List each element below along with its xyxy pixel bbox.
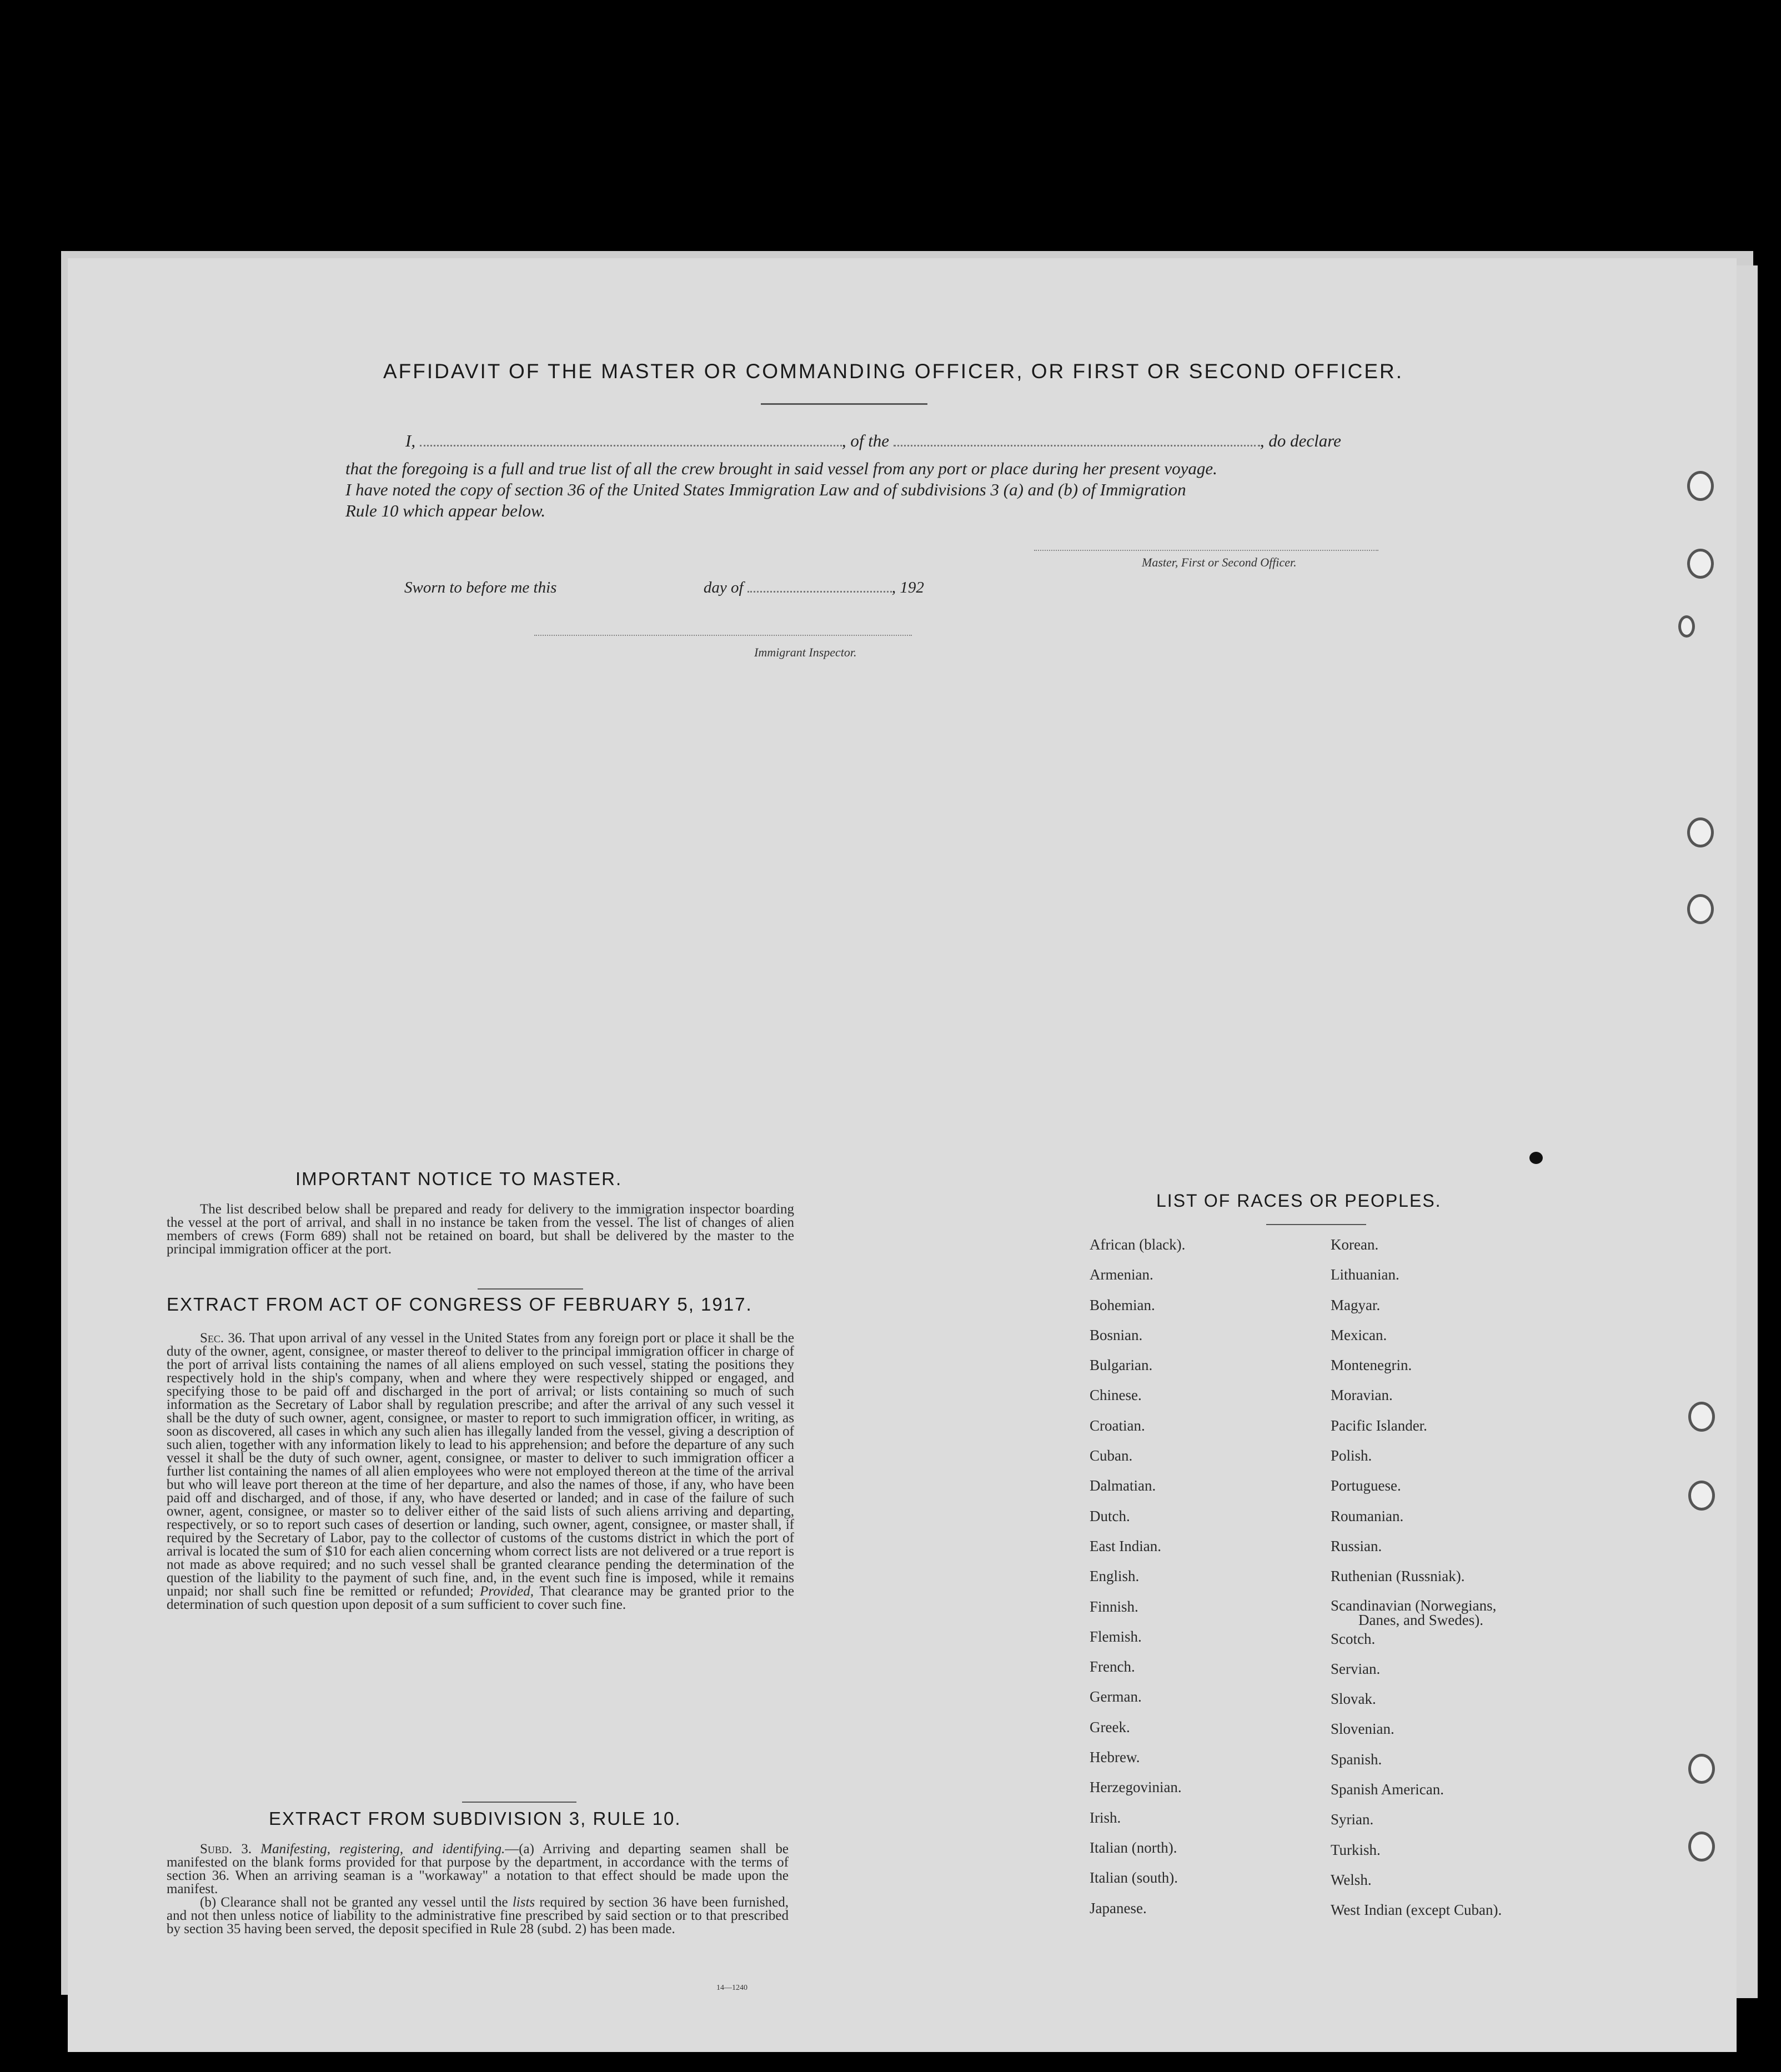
- year-label: , 192: [891, 579, 924, 596]
- race-item: Russian.: [1331, 1537, 1382, 1554]
- master-signature-line[interactable]: [1034, 550, 1378, 551]
- race-item: East Indian.: [1090, 1537, 1161, 1554]
- race-item: Polish.: [1331, 1447, 1372, 1464]
- punch-hole-icon: [1688, 1402, 1715, 1432]
- race-item: Portuguese.: [1331, 1477, 1401, 1494]
- punch-hole-icon: [1688, 1481, 1715, 1511]
- race-item: Pacific Islander.: [1331, 1417, 1427, 1434]
- vessel-blank[interactable]: [894, 442, 1260, 446]
- race-item: Lithuanian.: [1331, 1266, 1399, 1283]
- race-item: Irish.: [1090, 1809, 1121, 1826]
- race-item: Syrian.: [1331, 1811, 1374, 1828]
- race-item: Armenian.: [1090, 1266, 1153, 1283]
- race-item: Cuban.: [1090, 1447, 1133, 1464]
- race-item: Hebrew.: [1090, 1749, 1140, 1766]
- punch-hole-icon: [1687, 817, 1714, 847]
- divider: [761, 403, 927, 405]
- divider: [462, 1802, 576, 1803]
- race-item: Roumanian.: [1331, 1507, 1404, 1524]
- punch-hole-icon: [1687, 894, 1714, 924]
- race-item: Mexican.: [1331, 1326, 1387, 1343]
- race-item: Scotch.: [1331, 1630, 1376, 1647]
- of-the-label: , of the: [841, 431, 890, 450]
- race-item: Welsh.: [1331, 1871, 1372, 1888]
- race-item: Korean.: [1331, 1236, 1379, 1253]
- race-item: Bulgarian.: [1090, 1357, 1153, 1374]
- ink-spot: [1529, 1152, 1543, 1164]
- affidavit-line-2: that the foregoing is a full and true list of all the crew brought in said vessel from any port or place during her present voyage.: [345, 459, 1217, 478]
- race-item: English.: [1090, 1568, 1140, 1585]
- race-item: Dutch.: [1090, 1507, 1130, 1524]
- race-item: Bosnian.: [1090, 1326, 1143, 1343]
- sworn-label: Sworn to before me this: [404, 579, 557, 596]
- races-left-column: [1090, 1236, 1185, 1930]
- notice-title: IMPORTANT NOTICE TO MASTER.: [295, 1168, 623, 1189]
- punch-hole-icon: [1688, 1832, 1715, 1862]
- race-item-multiline: Scandinavian (Norwegians, Danes, and Swedes).: [1331, 1597, 1497, 1628]
- name-blank[interactable]: [420, 442, 842, 446]
- race-item: Spanish.: [1331, 1750, 1382, 1768]
- affidavit-line-1: [405, 431, 1341, 451]
- notice-text: The list described below shall be prepared and ready for delivery to the immigration inspector boarding the vessel at the port of arrival, and shall in no instance be taken from the vessel. The list of changes of alien members of crews (Form 689) shall not be retained on board, but shall be delivered by the master to the principal immigration officer at the port.: [167, 1202, 794, 1257]
- race-item: Servian.: [1331, 1660, 1381, 1677]
- race-item: German.: [1090, 1688, 1142, 1705]
- race-item: Magyar.: [1331, 1296, 1381, 1313]
- extract-rule-title: EXTRACT FROM SUBDIVISION 3, RULE 10.: [269, 1808, 681, 1829]
- divider: [1266, 1224, 1366, 1225]
- races-title: LIST OF RACES OR PEOPLES.: [1156, 1191, 1442, 1211]
- sec-label: Sec. 36.: [200, 1331, 245, 1346]
- i-label: I,: [405, 431, 416, 450]
- race-item: Greek.: [1090, 1718, 1130, 1735]
- punch-hole-icon: [1687, 549, 1714, 579]
- affidavit-line-4: Rule 10 which appear below.: [345, 501, 546, 520]
- race-item: Italian (south).: [1090, 1869, 1178, 1887]
- affidavit-line-3: I have noted the copy of section 36 of the United States Immigration Law and of subdivisions 3 (a) and (b) of Immigration: [345, 480, 1186, 499]
- race-item: Chinese.: [1090, 1387, 1142, 1404]
- race-item: Flemish.: [1090, 1628, 1142, 1645]
- inspector-signature-label: Immigrant Inspector.: [754, 645, 857, 659]
- month-blank[interactable]: [747, 588, 892, 593]
- day-blank[interactable]: [561, 588, 700, 593]
- master-signature-label: Master, First or Second Officer.: [1142, 555, 1297, 569]
- race-item: Spanish American.: [1331, 1781, 1444, 1798]
- race-item: French.: [1090, 1658, 1135, 1675]
- race-item: Croatian.: [1090, 1417, 1145, 1434]
- race-item: Bohemian.: [1090, 1296, 1155, 1313]
- race-item: Slovak.: [1331, 1690, 1376, 1708]
- punch-hole-icon: [1687, 471, 1714, 501]
- race-item: Finnish.: [1090, 1598, 1138, 1615]
- race-item: Herzegovinian.: [1090, 1779, 1182, 1796]
- race-item: Dalmatian.: [1090, 1477, 1156, 1494]
- races-right-column: [1331, 1236, 1502, 1932]
- divider: [478, 1288, 583, 1290]
- form-code: 14—1240: [716, 1984, 747, 1992]
- race-item: Moravian.: [1331, 1387, 1393, 1404]
- race-item: Turkish.: [1331, 1841, 1381, 1858]
- extract-rule-text: Subd. 3. Manifesting, registering, and identifying.—(a) Arriving and departing seamen shall be manifested on the blank forms provided for that purpose by the department, in accordance with the terms of section 36. When an arriving seaman is a "workaway" a notation to that effect should be made upon the manifest. (b) Clearance shall not be granted any vessel until the lists required by section 36 have been furnished, and not then unless notice of liability to the administrative fine prescribed by said section or to that prescribed by section 35 having been served, the deposit specified in Rule 28 (subd. 2) has been made.: [167, 1842, 789, 1936]
- do-declare-label: , do declare: [1260, 431, 1341, 450]
- race-item: Montenegrin.: [1331, 1357, 1412, 1374]
- extract-act-text: Sec. 36. That upon arrival of any vessel in the United States from any foreign port or place it shall be the duty of the owner, agent, consignee, or master thereof to deliver to the principal immigration officer in charge of the port of arrival lists containing the names of all aliens employed on such vessel, stating the positions they respectively hold in the ship's company, when and where they were respectively shipped or engaged, and specifying those to be paid off and discharged in the port of arrival; or lists containing so much of such information as the Secretary of Labor shall by regulation prescribe; and after the arrival of any such vessel it shall be the duty of such owner, agent, consignee, or master to report to such immigration officer, in writing, as soon as discovered, all cases in which any such alien has illegally landed from the vessel, giving a description of such alien, together with any information likely to lead to his apprehension; and before the departure of any such vessel it shall be the duty of such owner, agent, consignee, or master to deliver to such immigration officer a further list containing the names of all alien employees who were not employed thereon at the time of the arrival but who will leave port thereon at the time of her departure, and also the names of those, if any, who have been paid off and discharged, and of those, if any, who have deserted or landed; and in case of the failure of such owner, agent, consignee, or master so to deliver either of the said lists of such aliens arriving and departing, respectively, or so to report such cases of desertion or landing, such owner, agent, consignee, or master shall, if required by the Secretary of Labor, pay to the collector of customs of the customs district in which the port of arrival is located the sum of $10 for each alien concerning whom correct lists are not delivered or a true report is not made as above required; and no such vessel shall be granted clearance pending the determination of the question of the liability to the payment of such fine, and, in the event such fine is imposed, while it remains unpaid; nor shall such fine be remitted or refunded; Provided, That clearance may be granted prior to the determination of such question upon deposit of a sum sufficient to cover such fine.: [167, 1331, 794, 1612]
- race-item: Slovenian.: [1331, 1720, 1394, 1738]
- race-item: Ruthenian (Russniak).: [1331, 1568, 1465, 1585]
- extract-act-title: EXTRACT FROM ACT OF CONGRESS OF FEBRUARY 5, 1917.: [167, 1294, 752, 1315]
- race-item: West Indian (except Cuban).: [1331, 1902, 1502, 1919]
- day-of-label: day of: [703, 579, 744, 596]
- affidavit-title: AFFIDAVIT OF THE MASTER OR COMMANDING OFFICER, OR FIRST OR SECOND OFFICER.: [383, 360, 1404, 383]
- punch-hole-icon: [1688, 1754, 1715, 1784]
- race-item: Japanese.: [1090, 1899, 1147, 1917]
- inspector-signature-line[interactable]: [534, 635, 912, 636]
- punch-hole-icon: [1678, 615, 1695, 638]
- race-item: Italian (north).: [1090, 1839, 1177, 1856]
- sworn-line: [404, 579, 924, 597]
- race-item: African (black).: [1090, 1236, 1186, 1253]
